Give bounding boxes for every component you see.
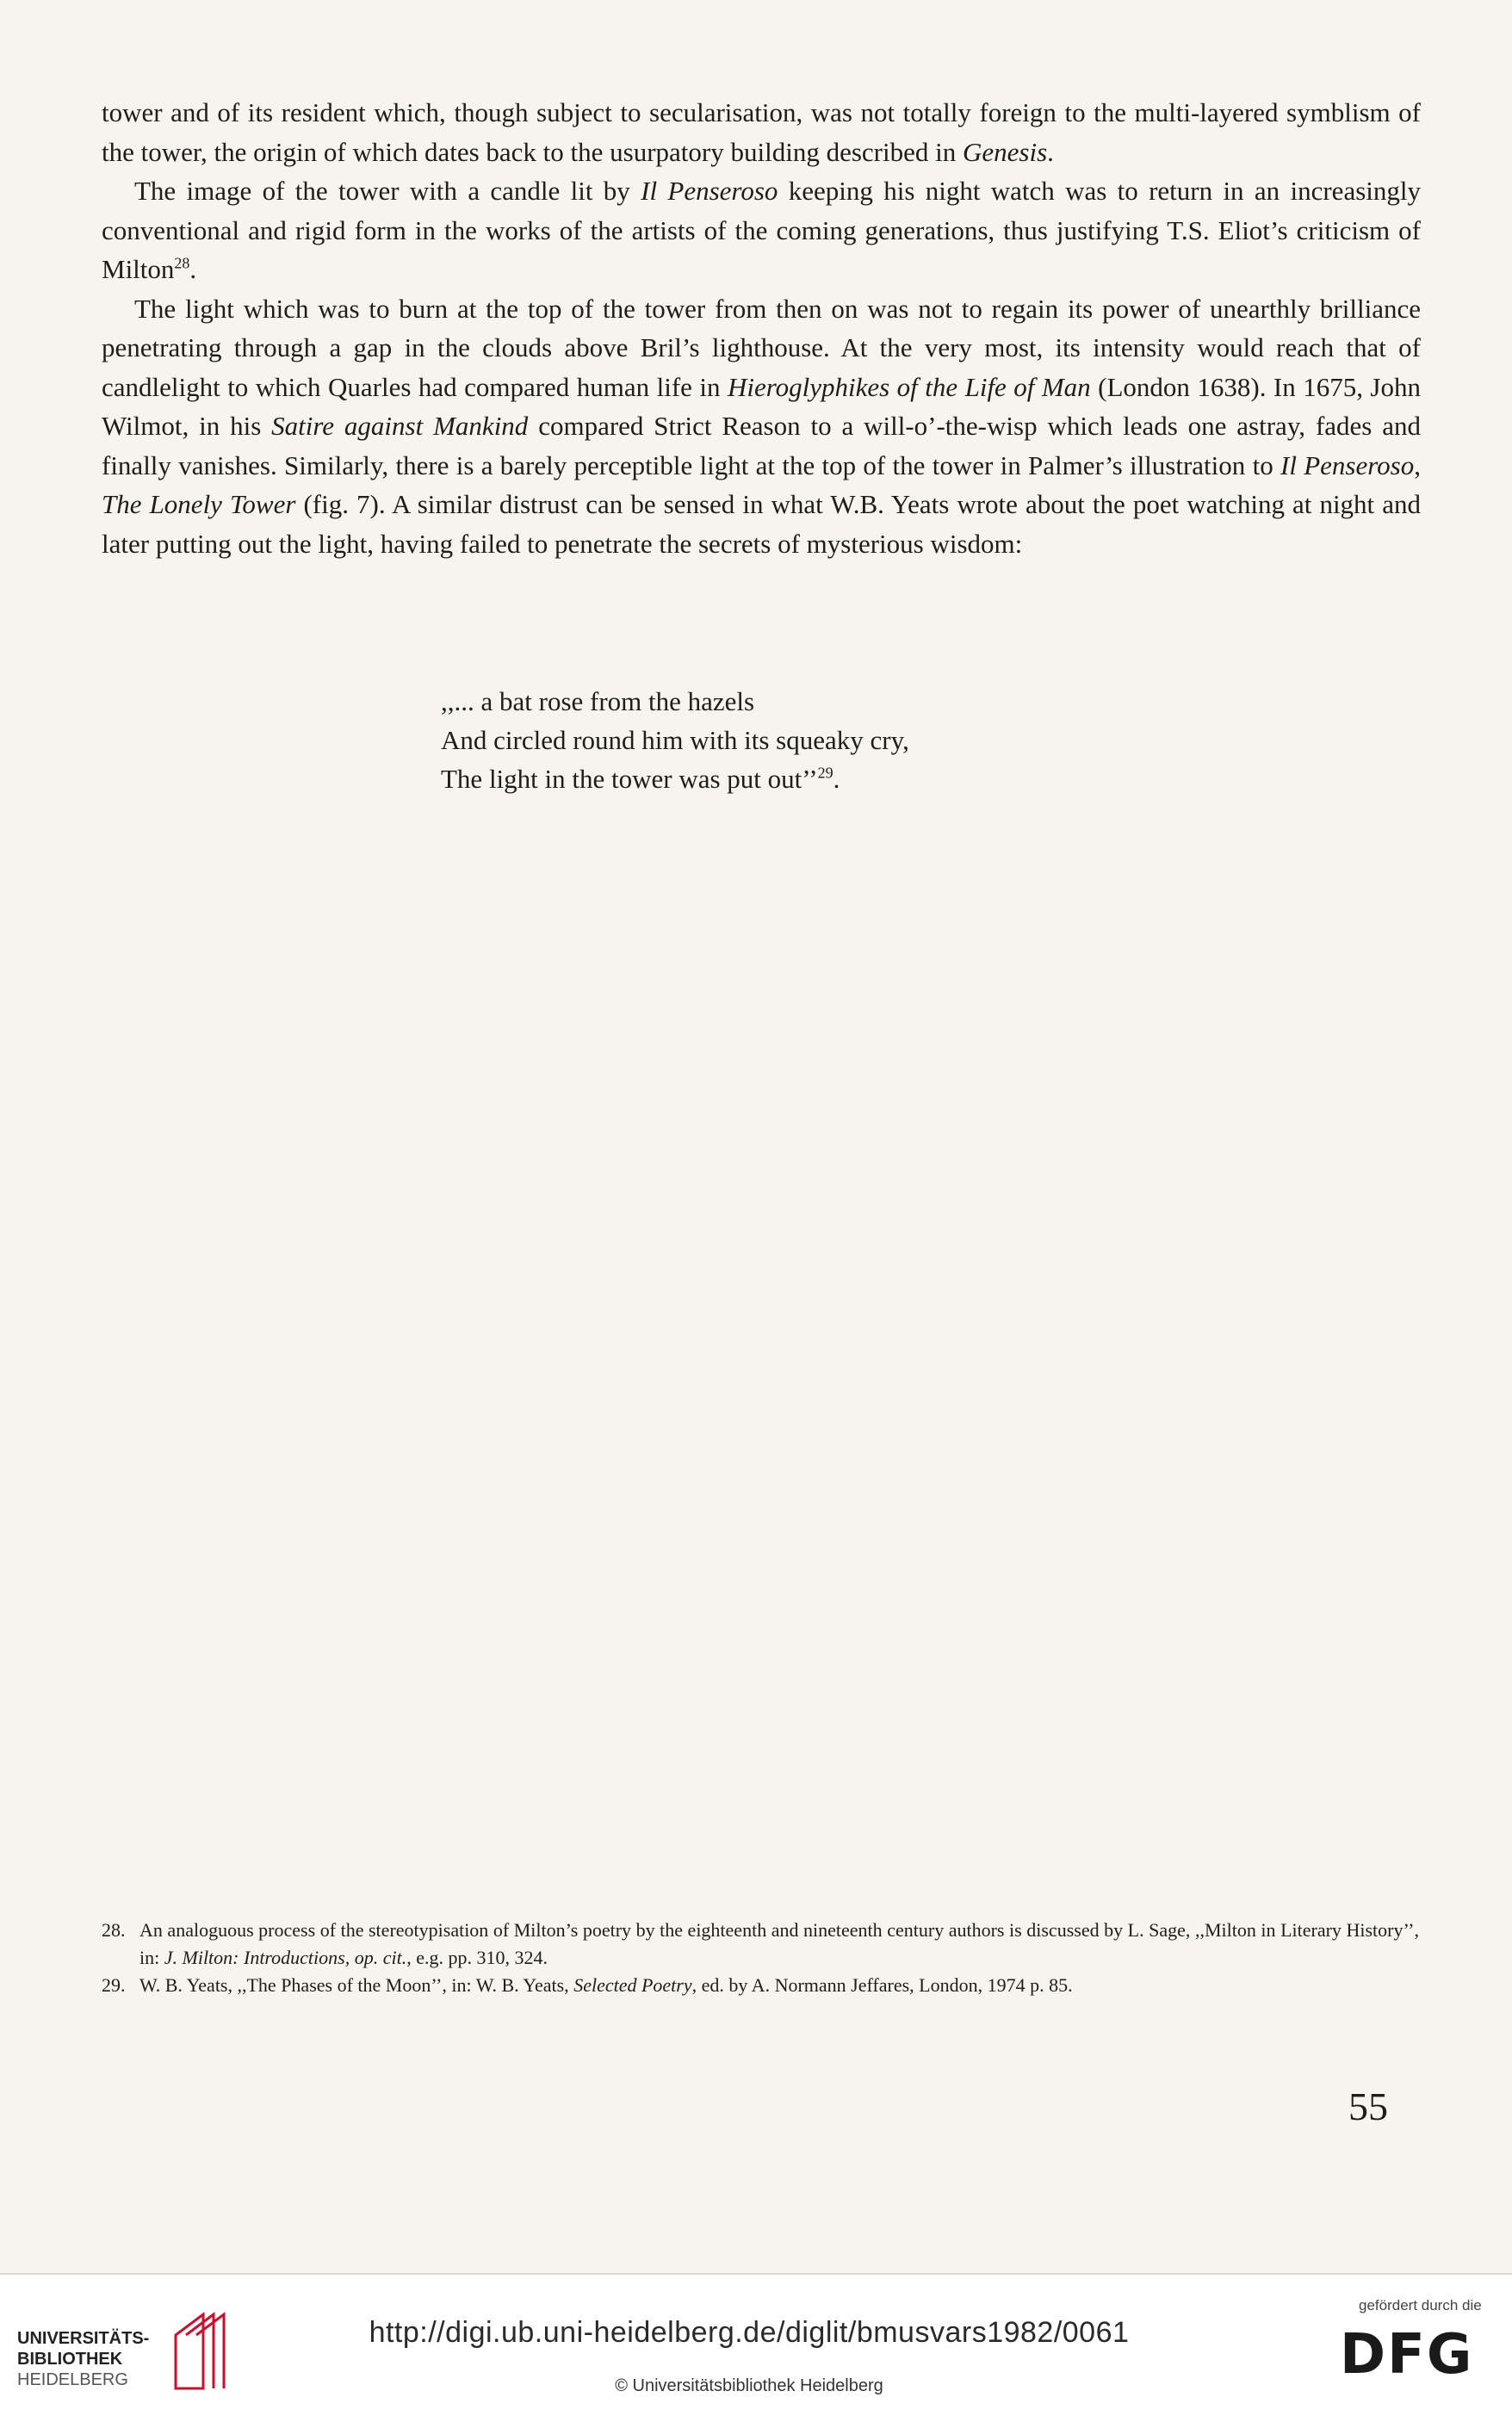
paragraph-2: The image of the tower with a candle lit by Il Penseroso keeping his night watch was to return in an increasingly conventional and rigid form in the works of the artists of the coming generations, thus justifying T.S. Eliot’s criticism of Milton$^{28}$. xyxy=(102,176,1421,284)
copyright-notice: © Universitätsbibliothek Heidelberg xyxy=(615,2376,883,2395)
verse-quotation xyxy=(441,682,909,798)
library-name: UNIVERSITÄTS- BIBLIOTHEK HEIDELBERG xyxy=(17,2329,150,2389)
page-number: 55 xyxy=(1348,2084,1388,2128)
verse-line-1: ,,... a bat rose from the hazels xyxy=(441,686,755,716)
footnotes xyxy=(102,1917,1419,1999)
dfg-logo-text: DFG xyxy=(1340,2323,1474,2387)
footnote-ref-28[interactable]: 28 xyxy=(174,254,190,272)
verse-line-3: The light in the tower was put out’’$^{29}$. xyxy=(441,764,840,794)
footnote-29: 29. W. B. Yeats, ,,The Phases of the Moon’’, in: W. B. Yeats, Selected Poetry, ed. by A. Normann Jeffares, London, 1974 p. 85. xyxy=(102,1972,1419,1999)
footnote-number: 28. xyxy=(102,1919,126,1941)
funder-caption: gefördert durch die xyxy=(1359,2297,1482,2314)
permalink-url[interactable]: http://digi.ub.uni-heidelberg.de/diglit/bmusvars1982/0061 xyxy=(369,2316,1130,2349)
footnote-ref-29[interactable]: 29 xyxy=(817,764,833,782)
verse-line-2: And circled round him with its squeaky cry, xyxy=(441,725,909,755)
paragraph-1: tower and of its resident which, though subject to secularisation, was not totally foreign to the multi-layered symblism of the tower, the origin of which dates back to the usurpatory building described in Genesis. xyxy=(102,97,1421,167)
library-logo-icon xyxy=(169,2309,229,2395)
footnote-number: 29. xyxy=(102,1974,126,1996)
paragraph-3: The light which was to burn at the top of the tower from then on was not to regain its power of unearthly brilliance penetrating through a gap in the clouds above Bril’s lighthouse. At the very most, its intensity would reach that of candlelight to which Quarles had compared human life in Hieroglyphikes of the Life of Man (London 1638). In 1675, John Wilmot, in his Satire against Mankind compared Strict Reason to a will-o’-the-wisp which leads one astray, fades and finally vanishes. Similarly, there is a barely perceptible light at the top of the tower in Palmer’s illustration to Il Penseroso, The Lonely Tower (fig. 7). A similar distrust can be sensed in what W.B. Yeats wrote about the poet watching at night and later putting out the light, having failed to penetrate the secrets of mysterious wisdom: xyxy=(102,293,1421,559)
footnote-28: 28. An analoguous process of the stereotypisation of Milton’s poetry by the eighteenth and nineteenth century authors is discussed by L. Sage, ,,Milton in Literary History’’, in: J. Milton: Introductions, op. cit., e.g. pp. 310, 324. xyxy=(102,1917,1419,1972)
main-text xyxy=(102,93,1421,563)
digitization-footer xyxy=(0,2273,1512,2422)
dfg-logo[interactable] xyxy=(1340,2325,1473,2385)
